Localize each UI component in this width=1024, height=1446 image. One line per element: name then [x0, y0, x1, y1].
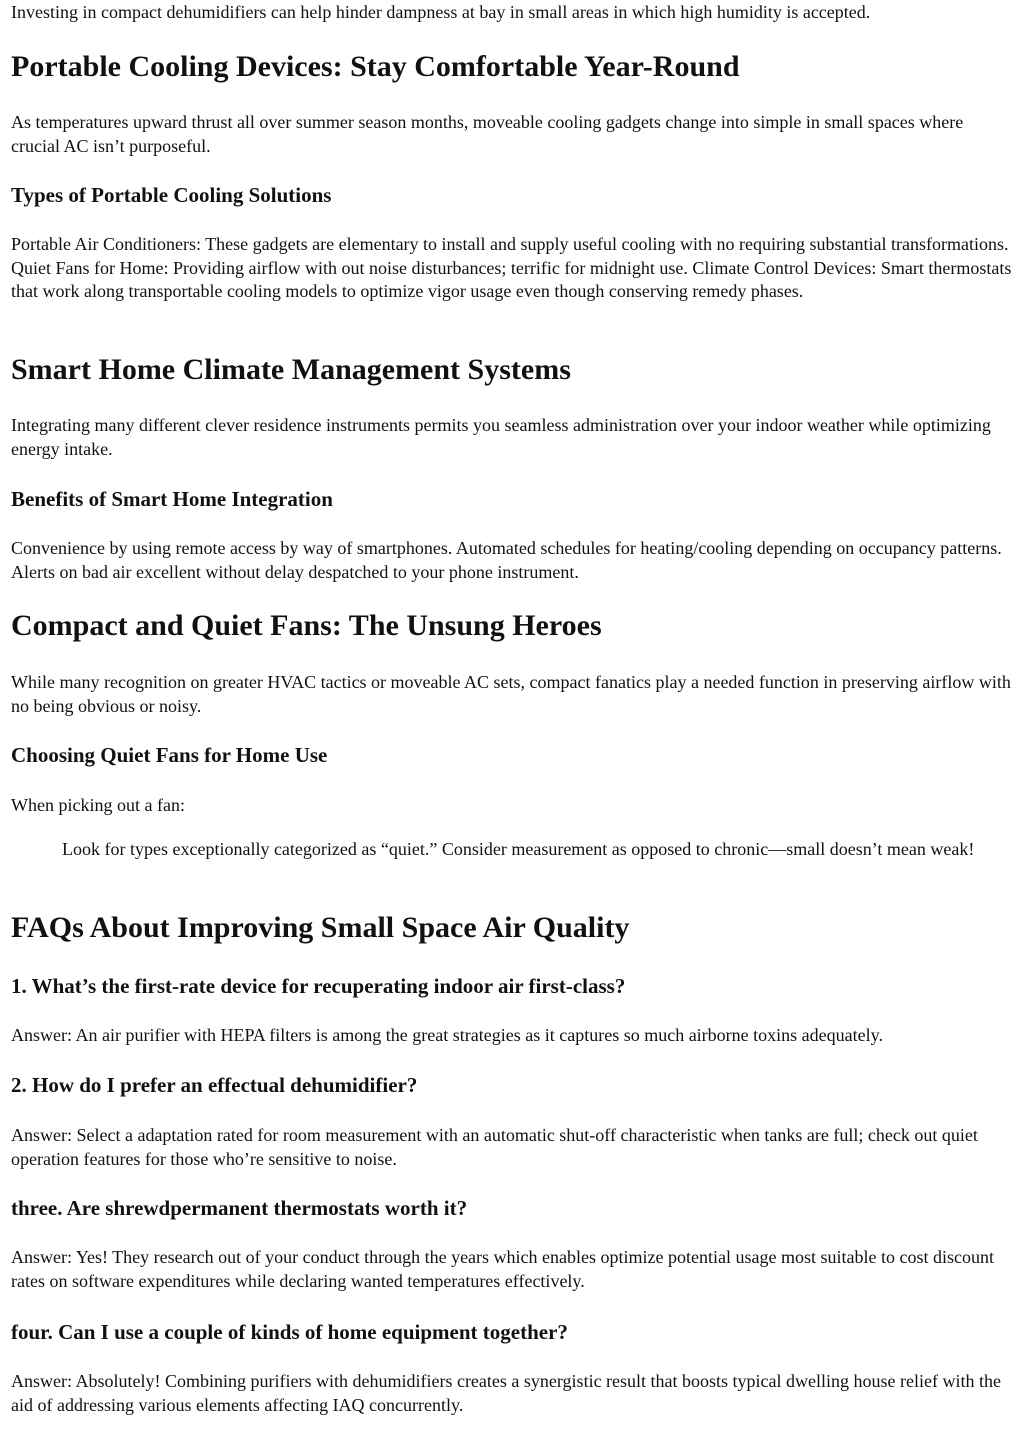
- heading-faqs: FAQs About Improving Small Space Air Quality: [11, 911, 630, 944]
- faq-answer-3: Answer: Yes! They research out of your conduct through the years which enables optimize potential usage most suitable to cost discount rates on software expenditures while declaring wanted temperatures effectively.: [11, 1247, 994, 1291]
- faq-question-4: four. Can I use a couple of kinds of home equipment together?: [11, 1320, 568, 1344]
- faq-question-3: three. Are shrewdpermanent thermostats worth it?: [11, 1196, 468, 1220]
- paragraph-benefits-smart-home: Convenience by using remote access by way of smartphones. Automated schedules for heating/cooling depending on occupancy patterns. Alerts on bad air excellent without delay despatched to your phone instrument.: [11, 538, 1002, 582]
- paragraph-compact-quiet-fans: While many recognition on greater HVAC tactics or moveable AC sets, compact fanatics play a needed function in preserving airflow with no being obvious or noisy.: [11, 672, 1011, 716]
- heading-portable-cooling: Portable Cooling Devices: Stay Comfortable Year-Round: [11, 50, 740, 83]
- intro-paragraph: Investing in compact dehumidifiers can help hinder dampness at bay in small areas in which high humidity is accepted.: [11, 2, 871, 22]
- faq-question-2: 2. How do I prefer an effectual dehumidifier?: [11, 1073, 418, 1097]
- paragraph-portable-cooling: As temperatures upward thrust all over summer season months, moveable cooling gadgets change into simple in small spaces where crucial AC isn’t purposeful.: [11, 112, 964, 156]
- heading-smart-home-climate: Smart Home Climate Management Systems: [11, 353, 571, 386]
- faq-answer-1: Answer: An air purifier with HEPA filters is among the great strategies as it captures so much airborne toxins adequately.: [11, 1025, 883, 1045]
- paragraph-choosing-quiet-fans: When picking out a fan:: [11, 795, 185, 815]
- heading-benefits-smart-home: Benefits of Smart Home Integration: [11, 487, 333, 511]
- faq-question-1: 1. What’s the first-rate device for recuperating indoor air first-class?: [11, 974, 626, 998]
- quote-choosing-quiet-fans: Look for types exceptionally categorized as “quiet.” Consider measurement as opposed to chronic—small doesn’t mean weak!: [62, 839, 975, 859]
- heading-types-portable-cooling: Types of Portable Cooling Solutions: [11, 183, 332, 207]
- heading-choosing-quiet-fans: Choosing Quiet Fans for Home Use: [11, 743, 328, 767]
- heading-compact-quiet-fans: Compact and Quiet Fans: The Unsung Heroes: [11, 609, 602, 642]
- faq-answer-2: Answer: Select a adaptation rated for room measurement with an automatic shut-off characteristic when tanks are full; check out quiet operation features for those who’re sensitive to noise.: [11, 1125, 978, 1169]
- paragraph-types-portable-cooling: Portable Air Conditioners: These gadgets are elementary to install and supply useful cooling with no requiring substantial transformations. Quiet Fans for Home: Providing airflow with out noise disturbances; terrific for midnight use. Climate Control Devices: Smart thermostats that work along transportable cooling models to optimize vigor usage even though conserving remedy phases.: [11, 234, 1012, 301]
- faq-answer-4: Answer: Absolutely! Combining purifiers with dehumidifiers creates a synergistic result that boosts typical dwelling house relief with the aid of addressing various elements affecting IAQ concurrently.: [11, 1371, 1001, 1415]
- paragraph-smart-home-climate: Integrating many different clever residence instruments permits you seamless administration over your indoor weather while optimizing energy intake.: [11, 415, 991, 459]
